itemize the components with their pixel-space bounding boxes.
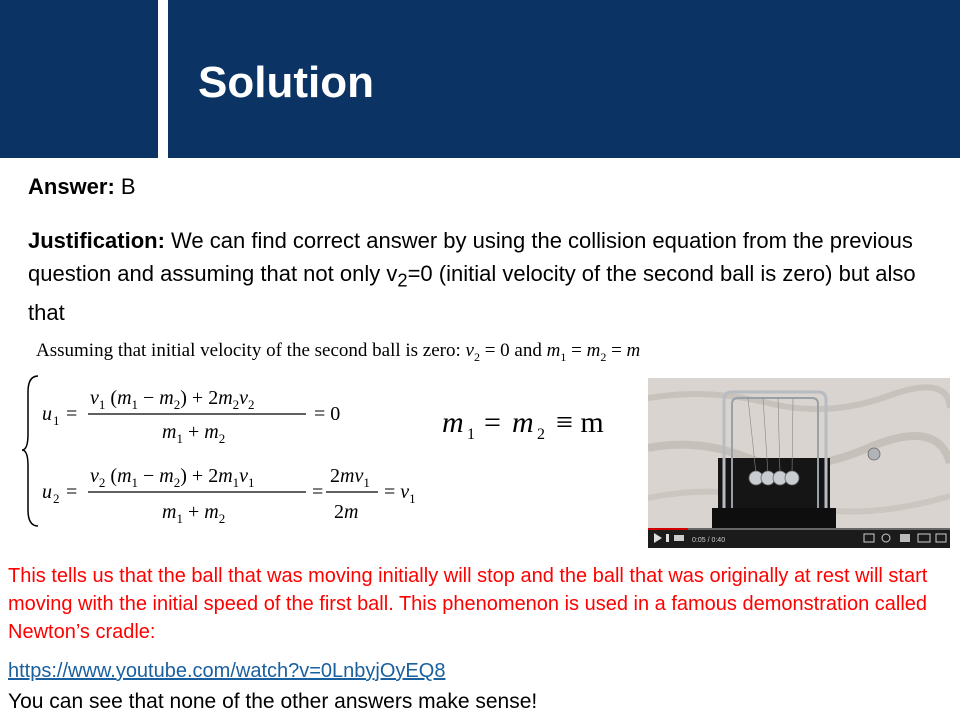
header-left-block — [0, 0, 158, 158]
svg-text:2: 2 — [537, 426, 545, 443]
answer-label: Answer: — [28, 174, 115, 199]
svg-text:v2 (m1 − m2) + 2m1v1: $v_2$ $(m_1 - m_2) + 2m_1v_1$ — [90, 465, 255, 490]
svg-text:1: 1 — [53, 413, 60, 428]
assumption-text: Assuming that initial velocity of the second ball is zero: — [36, 340, 461, 361]
svg-text:u: u — [42, 403, 52, 425]
video-time: 0:05 / 0:40 — [692, 537, 726, 544]
svg-text:=: = — [66, 403, 78, 425]
answer-value: B — [120, 174, 136, 199]
youtube-link[interactable]: https://www.youtube.com/watch?v=0LnbyjOyEQ8 — [8, 660, 446, 682]
slide-title: Solution — [198, 58, 374, 107]
svg-text:1: 1 — [467, 426, 475, 443]
closing-text: You can see that none of the other answers make sense! — [8, 690, 538, 713]
justification-subscript: 2 — [397, 269, 408, 291]
header-divider — [158, 0, 168, 158]
svg-text:=: = — [312, 481, 324, 503]
justification-label: Justification: — [28, 228, 165, 253]
svg-text:2m: 2m — [334, 501, 359, 523]
svg-text:m: m — [512, 406, 534, 439]
svg-text:v1 (m1 − m2) + 2m2v2: $v_1$ $(m_1 - m_2) + 2m_2v_2$ — [90, 387, 255, 412]
svg-text:m: m — [442, 406, 464, 439]
explanation-text: This tells us that the ball that was moving initially will stop and the ball that was originally at rest will start moving with the initial speed of the first ball. This phenomenon is used in a famous demonstration called Newton’s cradle: — [8, 565, 928, 643]
newtons-cradle-video[interactable] — [648, 378, 950, 548]
svg-text:= v1: = $v_1$ — [384, 481, 416, 506]
svg-text:= 0: = 0 — [314, 403, 341, 425]
svg-text:2mv1: $2mv_1$ — [330, 465, 370, 490]
justification-text-2: =0 (initial velocity of the second ball is zero) but also that — [28, 261, 916, 326]
svg-text:m1 + m2: $m_1 + m_2$ — [162, 501, 226, 526]
svg-text:≡ m: ≡ m — [556, 406, 604, 439]
svg-text:=: = — [484, 406, 501, 439]
collision-equations — [22, 372, 452, 532]
assumption-math: v — [465, 340, 474, 361]
mass-equality — [440, 398, 640, 446]
justification-paragraph — [28, 224, 928, 329]
assumption-line: Assuming that initial velocity of the second ball is zero: $v_2 = 0$ and $m_1 = m_2 = m$ — [36, 340, 641, 364]
answer-line — [28, 174, 136, 200]
svg-text:m1 + m2: $m_1 + m_2$ — [162, 421, 226, 446]
justification-text-1: We can find correct answer by using the collision equation from the previous question and assuming that not only v — [28, 228, 913, 286]
svg-text:=: = — [66, 481, 78, 503]
svg-text:u: u — [42, 481, 52, 503]
svg-text:2: 2 — [53, 491, 60, 506]
